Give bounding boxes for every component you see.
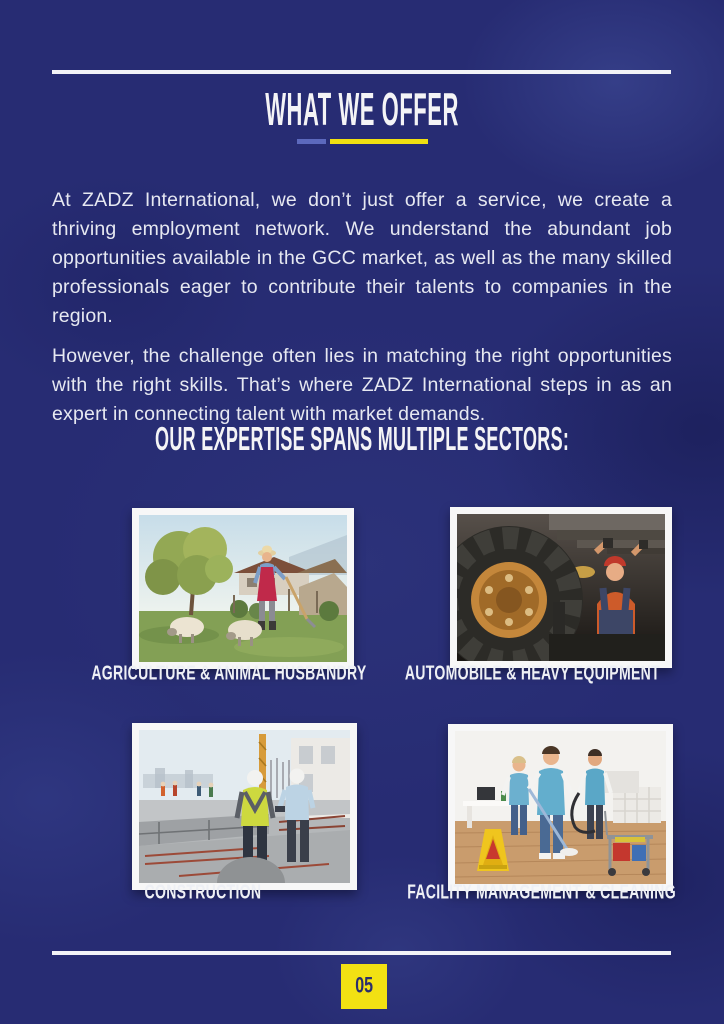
cleaning-photo-illustration	[455, 731, 666, 884]
construction-photo-illustration	[139, 730, 350, 883]
automobile-photo-illustration	[457, 514, 665, 661]
page-number-badge	[341, 964, 387, 1009]
caption-agriculture	[43, 662, 367, 685]
automobile-photo	[450, 507, 672, 668]
agriculture-photo	[132, 508, 354, 669]
cleaning-photo	[448, 724, 673, 891]
caption-construction-text: CONSTRUCTION	[144, 881, 262, 904]
agriculture-photo-illustration	[139, 515, 347, 662]
caption-facility-text: FACILITY MANAGEMENT & CLEANING	[407, 881, 676, 904]
caption-automobile-text: AUTOMOBILE & HEAVY EQUIPMENT	[404, 662, 660, 685]
caption-construction	[43, 882, 363, 904]
title-underline	[0, 139, 724, 144]
top-divider	[52, 70, 671, 74]
construction-photo	[132, 723, 357, 890]
caption-facility	[360, 882, 680, 904]
caption-agriculture-text: AGRICULTURE & ANIMAL HUSBANDRY	[91, 662, 367, 685]
sectors-heading	[0, 420, 724, 458]
intro-paragraph-2: However, the challenge often lies in matching the right opportunities with the right skills. That’s where ZADZ International steps in as an expert in connecting talent with market demands.	[52, 344, 672, 425]
page-title	[0, 84, 724, 136]
caption-automobile	[360, 663, 680, 685]
intro-paragraph-1: At ZADZ International, we don’t just offer a service, we create a thriving employment network. We understand the abundant job opportunities available in the GCC market, as well as the many skilled professionals eager to contribute their talents to companies in the region.	[52, 188, 672, 327]
sectors-heading-text: OUR EXPERTISE SPANS MULTIPLE SECTORS:	[154, 420, 570, 458]
underline-yellow-segment	[330, 139, 428, 144]
page-number-text: 05	[355, 973, 373, 999]
underline-blue-segment	[297, 139, 326, 144]
bottom-divider	[52, 951, 671, 955]
page-title-text: WHAT WE OFFER	[265, 84, 459, 136]
